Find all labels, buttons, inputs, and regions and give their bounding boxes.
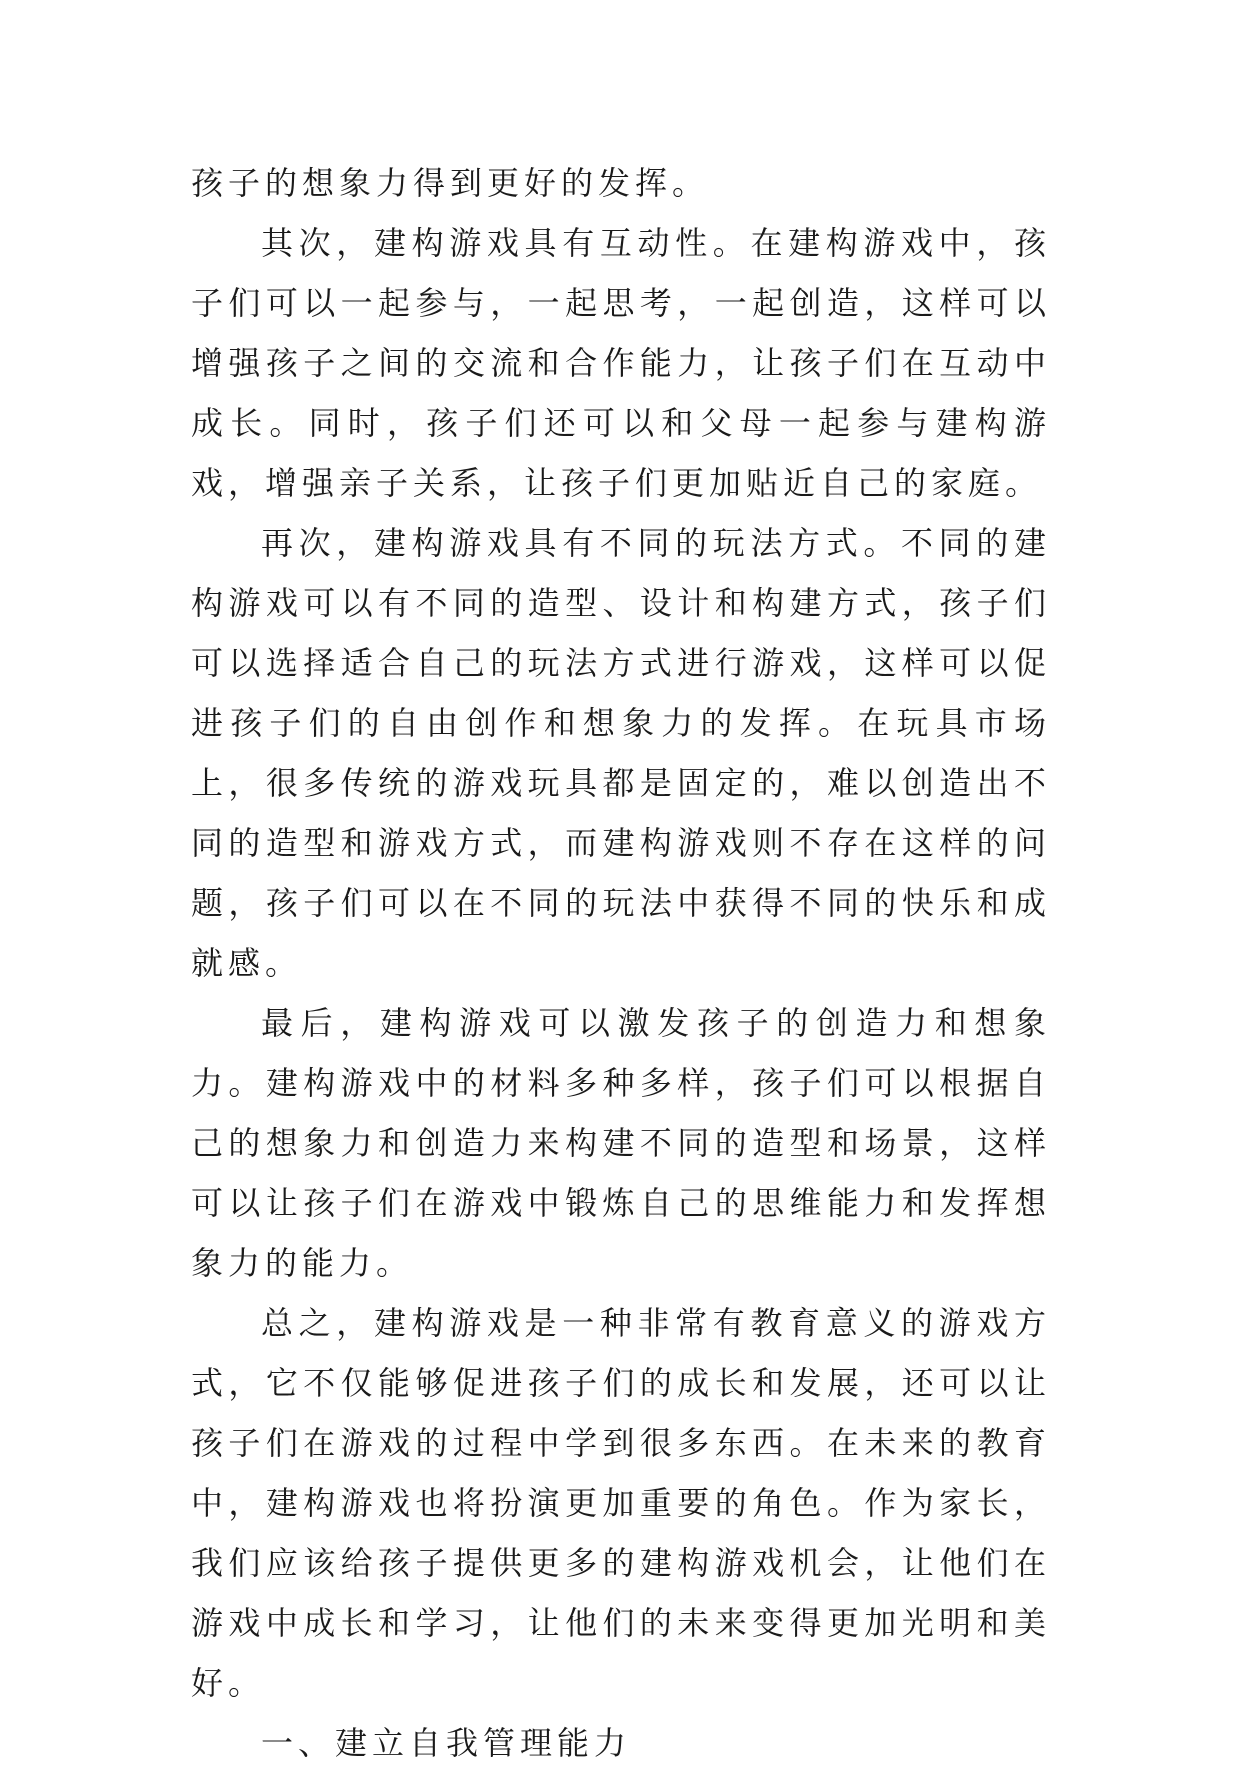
paragraph-conclusion: 总之，建构游戏是一种非常有教育意义的游戏方式，它不仅能够促进孩子们的成长和发展，还可以让孩子们在游戏的过程中学到很多东西。在未来的教育中，建构游戏也将扮演更加重要的角色。作为家长，我们应该给孩子提供更多的建构游戏机会，让他们在游戏中成长和学习，让他们的未来变得更加光明和美好。 bbox=[191, 1304, 1051, 1702]
section-heading: 一、建立自我管理能力 bbox=[261, 1724, 632, 1762]
paragraph-continuation: 孩子的想象力得到更好的发挥。 bbox=[191, 164, 710, 202]
paragraph-creativity: 最后，建构游戏可以激发孩子的创造力和想象力。建构游戏中的材料多种多样，孩子们可以根据自己的想象力和创造力来构建不同的造型和场景，这样可以让孩子们在游戏中锻炼自己的思维能力和发挥想象力的能力。 bbox=[191, 1004, 1051, 1282]
paragraph-play-styles: 再次，建构游戏具有不同的玩法方式。不同的建构游戏可以有不同的造型、设计和构建方式，孩子们可以选择适合自己的玩法方式进行游戏，这样可以促进孩子们的自由创作和想象力的发挥。在玩具市场上，很多传统的游戏玩具都是固定的，难以创造出不同的造型和游戏方式，而建构游戏则不存在这样的问题，孩子们可以在不同的玩法中获得不同的快乐和成就感。 bbox=[191, 524, 1051, 982]
body-text bbox=[191, 153, 1051, 1773]
paragraph-interactivity: 其次，建构游戏具有互动性。在建构游戏中，孩子们可以一起参与，一起思考，一起创造，这样可以增强孩子之间的交流和合作能力，让孩子们在互动中成长。同时，孩子们还可以和父母一起参与建构游戏，增强亲子关系，让孩子们更加贴近自己的家庭。 bbox=[191, 224, 1051, 502]
